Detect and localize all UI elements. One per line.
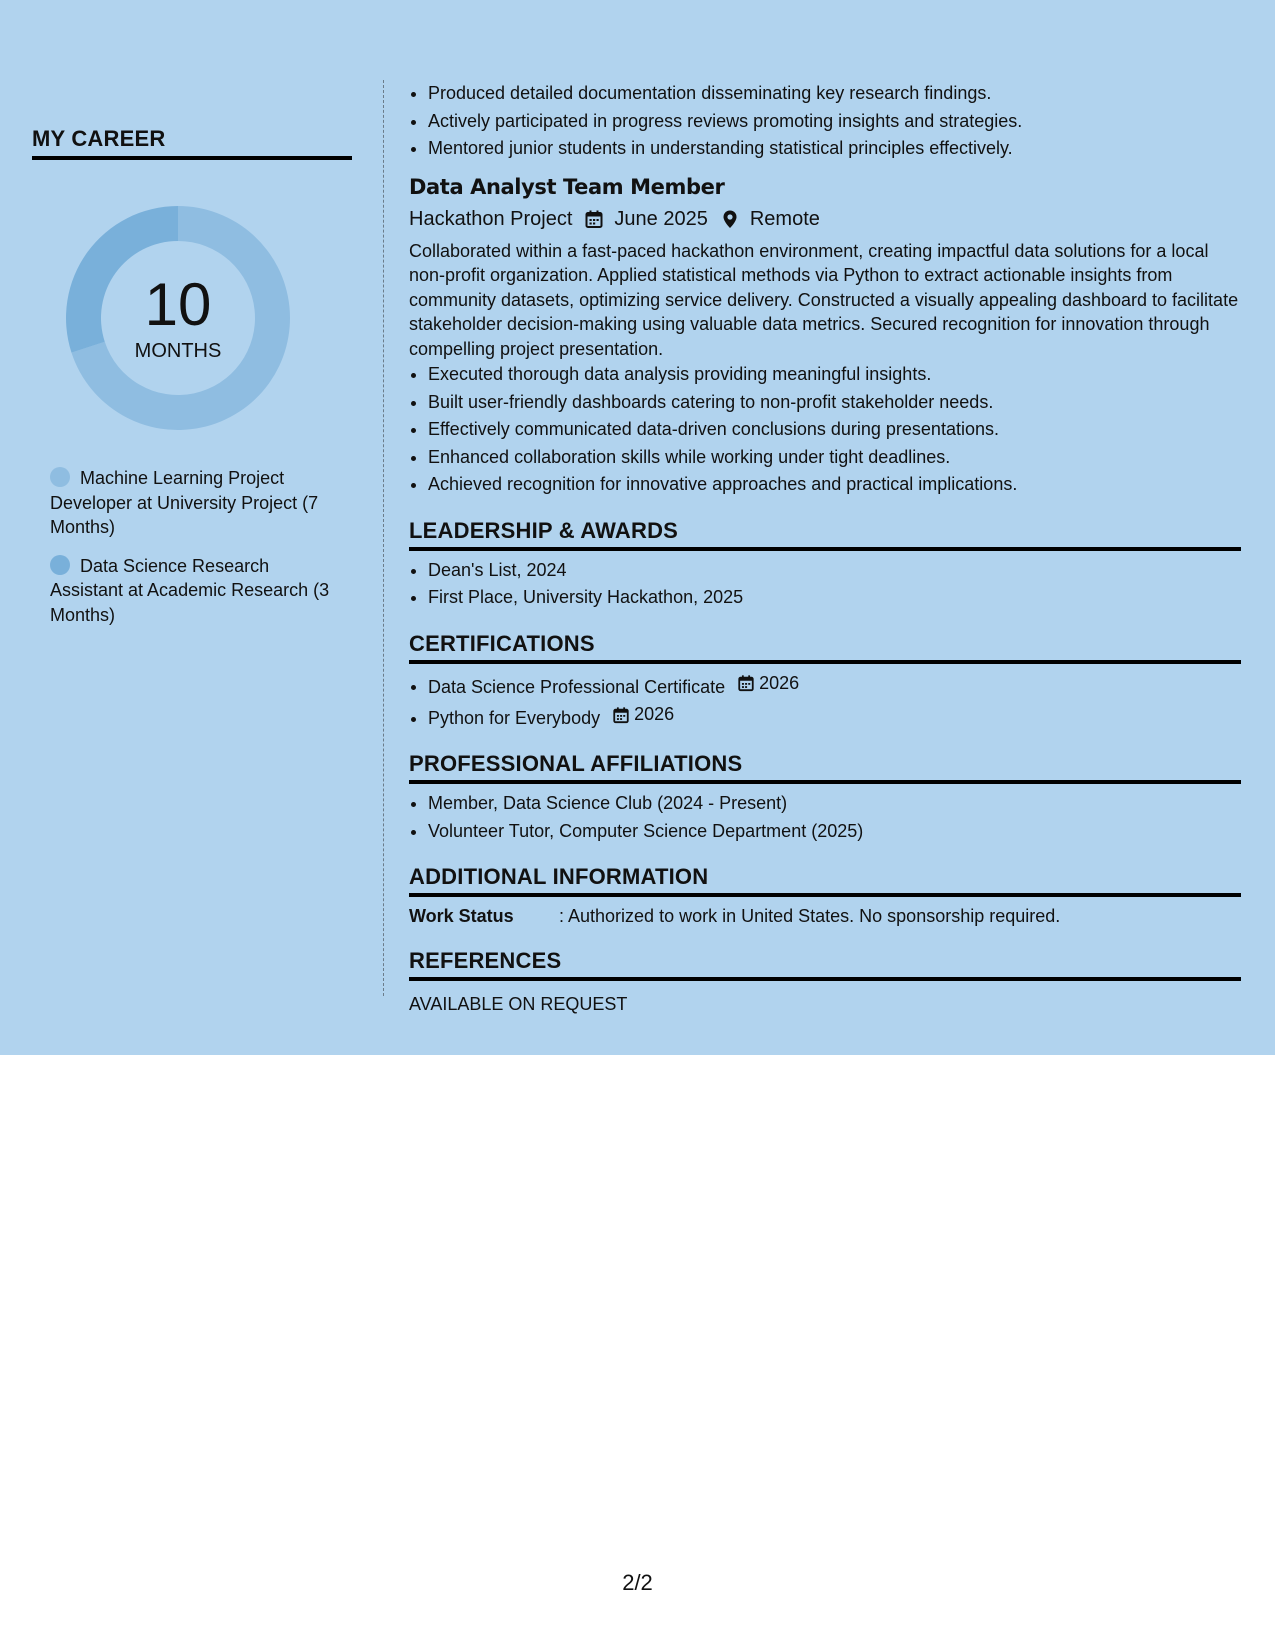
list-item: • Executed thorough data analysis providing meaningful insights.	[428, 361, 1241, 389]
map-pin-icon	[720, 209, 740, 229]
career-legend-item	[50, 554, 340, 628]
calendar-icon	[612, 706, 630, 724]
legend-label: Data Science Research Assistant at Academic Research (3 Months)	[50, 555, 330, 625]
job-bullets	[409, 361, 1241, 499]
work-status-value: : Authorized to work in United States. No sponsorship required.	[559, 906, 1061, 926]
work-status-row	[409, 903, 1241, 929]
total-months-unit: MONTHS	[134, 340, 222, 362]
list-item: • Effectively communicated data-driven conclusions during presentations.	[428, 416, 1241, 444]
career-donut-chart	[66, 206, 290, 430]
certification-year: 2026	[634, 703, 675, 724]
list-item: • Produced detailed documentation disseminating key research findings.	[428, 80, 1241, 108]
donut-center	[66, 206, 290, 430]
list-item: • First Place, University Hackathon, 2025	[428, 584, 1241, 612]
legend-label: Machine Learning Project Developer at University Project (7 Months)	[50, 468, 319, 537]
list-item: • Dean's List, 2024	[428, 557, 1241, 585]
calendar-icon	[737, 674, 755, 692]
list-item: • Actively participated in progress reviews promoting insights and strategies.	[428, 108, 1241, 136]
affiliations-heading: PROFESSIONAL AFFILIATIONS	[409, 750, 1241, 784]
certification-name: Python for Everybody	[428, 707, 601, 728]
career-sidebar	[32, 126, 352, 625]
job-company: Hackathon Project	[409, 207, 573, 230]
certifications-list	[409, 670, 1241, 733]
certification-item	[428, 701, 1241, 732]
job-date: June 2025	[614, 207, 708, 230]
references-heading: REFERENCES	[409, 947, 1241, 981]
total-months-number: 10	[144, 271, 212, 338]
calendar-icon	[584, 209, 604, 229]
list-item: • Built user-friendly dashboards catering to non-profit stakeholder needs.	[428, 389, 1241, 417]
job-title: Data Analyst Team Member	[409, 174, 725, 199]
career-legend	[50, 466, 340, 641]
leadership-heading: LEADERSHIP & AWARDS	[409, 517, 1241, 551]
legend-dot-icon	[50, 555, 70, 575]
legend-dot-icon	[50, 467, 70, 487]
career-legend-item	[50, 466, 340, 540]
certification-year: 2026	[759, 672, 800, 693]
references-text: AVAILABLE ON REQUEST	[409, 994, 628, 1014]
list-item: • Achieved recognition for innovative approaches and practical implications.	[428, 471, 1241, 499]
page-number: 2/2	[622, 1570, 653, 1595]
certification-item	[428, 670, 1241, 701]
certifications-heading: CERTIFICATIONS	[409, 630, 1241, 664]
leadership-list	[409, 557, 1241, 612]
list-item: • Mentored junior students in understanding statistical principles effectively.	[428, 135, 1241, 163]
job-location: Remote	[749, 207, 820, 230]
list-item: • Volunteer Tutor, Computer Science Department (2025)	[428, 818, 1241, 846]
previous-job-bullets	[409, 80, 1241, 163]
list-item: • Member, Data Science Club (2024 - Present)	[428, 790, 1241, 818]
job-description: Collaborated within a fast-paced hackathon environment, creating impactful data solutions for a local non-profit organization. Applied statistical methods via Python to extract actionable insights from community datasets, optimizing service delivery. Constructed a visually appealing dashboard to facilitate stakeholder decision-making using valuable data metrics. Secured recognition for innovation through compelling project presentation.	[409, 240, 1239, 359]
list-item: • Enhanced collaboration skills while working under tight deadlines.	[428, 444, 1241, 472]
work-status-label: Work Status	[409, 906, 514, 926]
job-meta	[409, 205, 1241, 233]
column-divider	[383, 80, 384, 996]
main-content	[409, 80, 1241, 1017]
certification-name: Data Science Professional Certificate	[428, 676, 726, 697]
additional-info-heading: ADDITIONAL INFORMATION	[409, 863, 1241, 897]
career-heading: MY CAREER	[32, 126, 352, 160]
affiliations-list	[409, 790, 1241, 845]
